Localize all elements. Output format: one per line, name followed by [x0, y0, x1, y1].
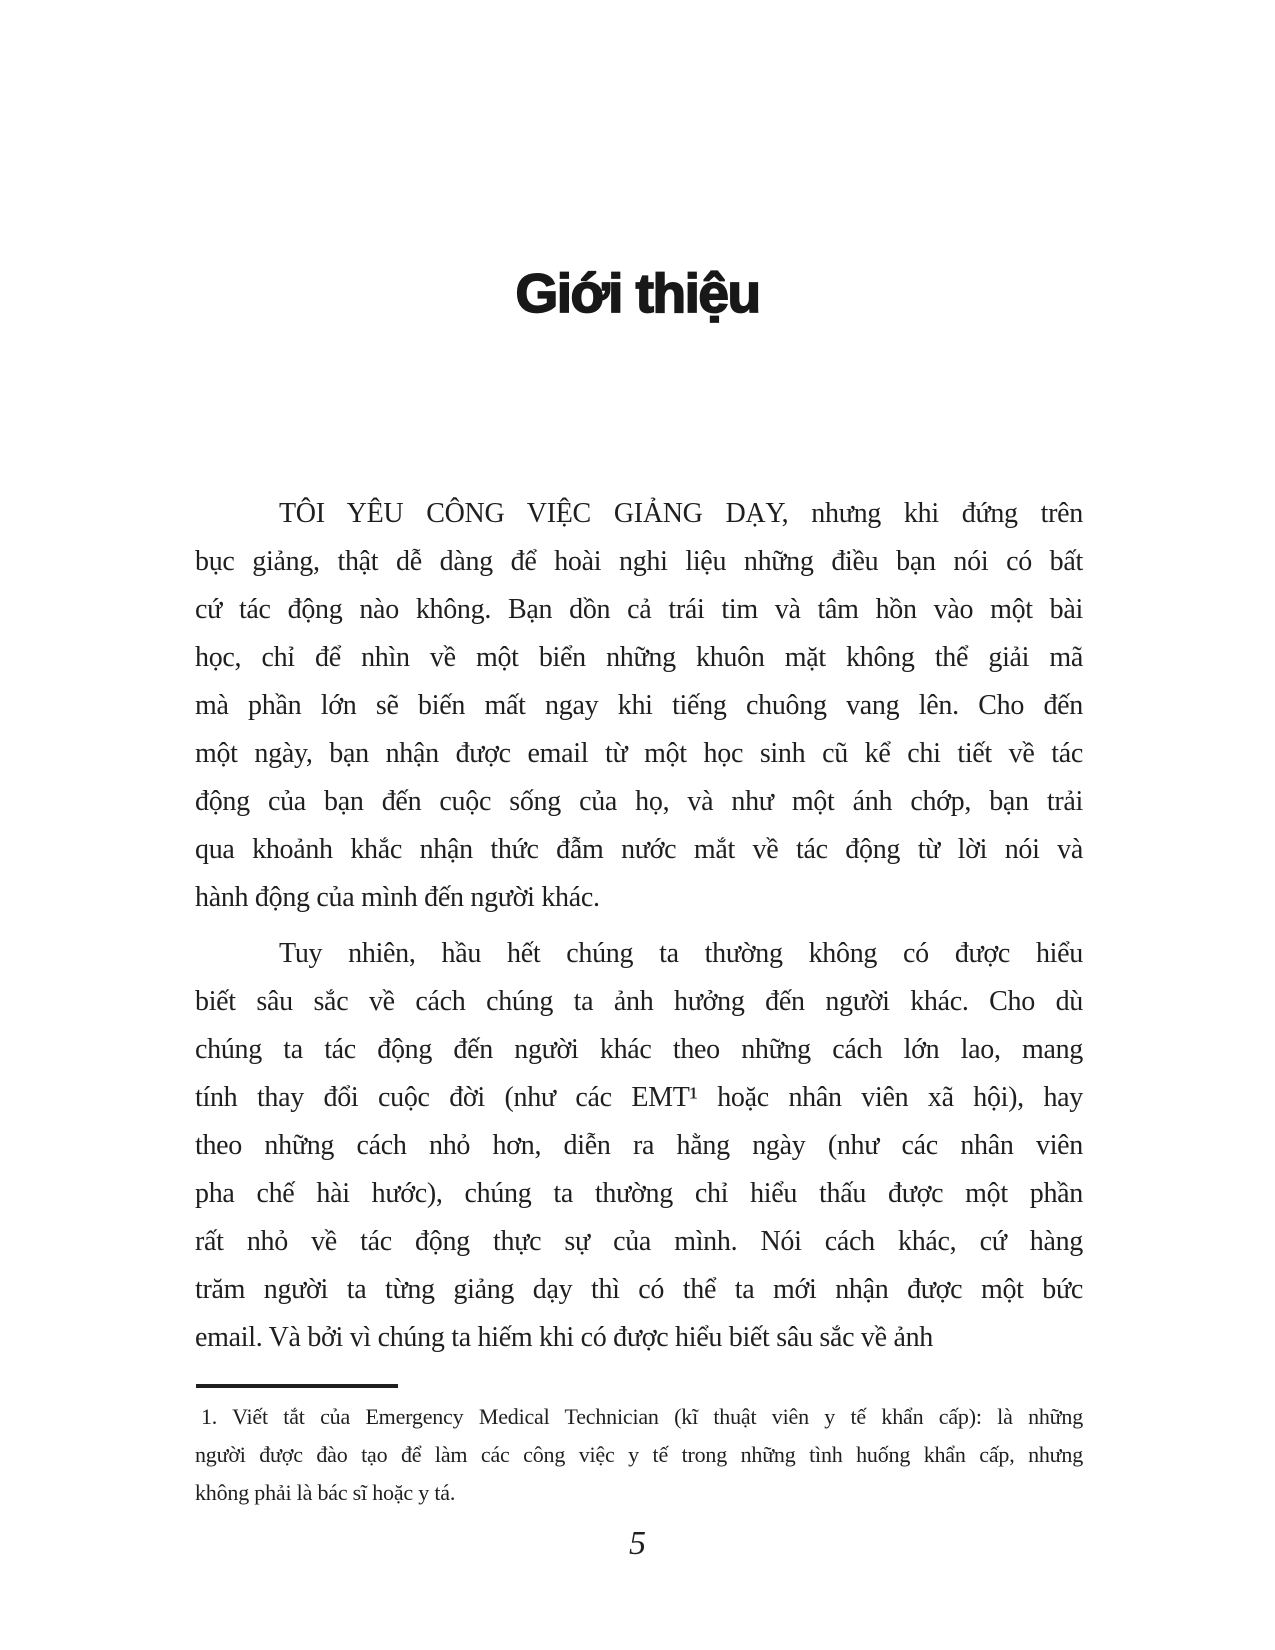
chapter-title: Giới thiệu [515, 262, 760, 324]
text-line: chúng ta tác động đến người khác theo những cách lớn lao, mang [195, 1034, 1083, 1065]
paragraph-1 [195, 490, 1083, 922]
text-line: biết sâu sắc về cách chúng ta ảnh hưởng đến người khác. Cho dù [195, 986, 1083, 1017]
paragraph-2 [195, 930, 1083, 1362]
text-line: qua khoảnh khắc nhận thức đẫm nước mắt về tác động từ lời nói và [195, 834, 1083, 865]
footnote-line: không phải là bác sĩ hoặc y tá. [195, 1480, 456, 1505]
text-line: pha chế hài hước), chúng ta thường chỉ hiểu thấu được một phần [195, 1178, 1083, 1209]
text-line: Tuy nhiên, hầu hết chúng ta thường không có được hiểu [279, 938, 1083, 969]
text-line: tính thay đổi cuộc đời (như các EMT¹ hoặc nhân viên xã hội), hay [195, 1082, 1083, 1113]
text-line: học, chỉ để nhìn về một biển những khuôn mặt không thể giải mã [195, 642, 1083, 673]
text-line: bục giảng, thật dễ dàng để hoài nghi liệu những điều bạn nói có bất [195, 546, 1083, 577]
footnote [195, 1398, 1083, 1512]
text-line: rất nhỏ về tác động thực sự của mình. Nói cách khác, cứ hàng [195, 1226, 1083, 1257]
text-line: mà phần lớn sẽ biến mất ngay khi tiếng chuông vang lên. Cho đến [195, 690, 1083, 721]
footnote-line: người được đào tạo để làm các công việc y tế trong những tình huống khẩn cấp, nhưng [195, 1442, 1083, 1467]
text-line: TÔI YÊU CÔNG VIỆC GIẢNG DẠY, nhưng khi đứng trên [279, 498, 1083, 529]
body-text [195, 490, 1083, 1362]
text-line: động của bạn đến cuộc sống của họ, và như một ánh chớp, bạn trải [195, 786, 1083, 817]
text-line: một ngày, bạn nhận được email từ một học sinh cũ kể chi tiết về tác [195, 738, 1083, 769]
text-line: cứ tác động nào không. Bạn dồn cả trái tim và tâm hồn vào một bài [195, 594, 1083, 625]
footnote-divider [196, 1384, 398, 1388]
text-line: hành động của mình đến người khác. [195, 882, 600, 913]
page-number: 5 [629, 1525, 646, 1562]
text-line: trăm người ta từng giảng dạy thì có thể ta mới nhận được một bức [195, 1274, 1083, 1305]
text-line: email. Và bởi vì chúng ta hiếm khi có được hiểu biết sâu sắc về ảnh [195, 1322, 933, 1353]
text-line: theo những cách nhỏ hơn, diễn ra hằng ngày (như các nhân viên [195, 1130, 1083, 1161]
footnote-line: 1. Viết tắt của Emergency Medical Technician (kĩ thuật viên y tế khẩn cấp): là những [201, 1404, 1083, 1429]
